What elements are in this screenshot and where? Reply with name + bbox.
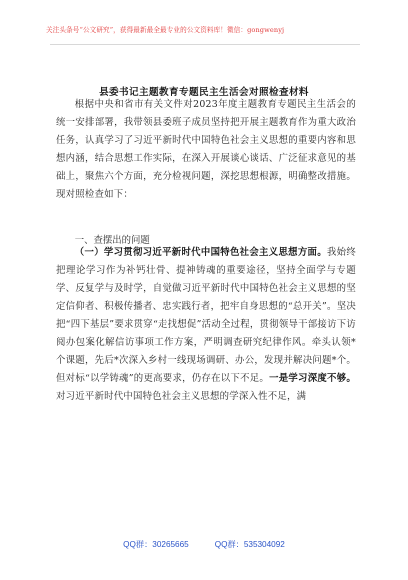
intro-paragraph: 根据中央和省市有关文件对2023年度主题教育专题民主生活会的统一安排部署，我带领县委班子成员坚持把开展主题教育作为重大政治任务，认真学习了习近平新时代中国特色社会主义思想的重要内容和思想内涵，结合思想工作实际，在深入开展谈心谈话、广泛征求意见的基础上，聚焦六个方面，充分检视问题，深挖思想根源，明确整改措施。现对照检查如下：: [56, 99, 356, 200]
document-title: 县委书记主题教育专题民主生活会对照检查材料: [99, 87, 309, 98]
header-wechat-id: 微信：gongwenyj: [226, 26, 285, 34]
main-paragraph-text: 我始终把理论学习作为补钙壮骨、提神铸魂的重要途径，坚持全面学与专题学、反复学与及时学，自觉做习近平新时代中国特色社会主义思想的坚定信仰者、积极传播者、忠实践行者，把牢自身思想的“总开关”。坚决把“四下基层”要求贯穿“走找想促”活动全过程，贯彻领导干部接访下访阅办包案化解信访事项工作方案，严明调查研究纪律作风。牵头认领*个课题，先后*次深入乡村一线现场调研、办公，发现并解决问题*个。但对标“以学铸魂”的更高要求，仍存在以下不足。: [56, 247, 356, 384]
sub-heading: （一）学习贯彻习近平新时代中国特色社会主义思想方面。: [74, 247, 327, 258]
main-paragraph-bold-point: 一是学习深度不够。: [269, 373, 356, 384]
header-promo-text: 关注头条号“公文研究”，获得最新最全最专业的公文资料库！: [46, 26, 227, 34]
footer-qq-group-1[interactable]: QQ群：30265665: [123, 540, 189, 549]
main-paragraph-continuation: 对习近平新时代中国特色社会主义思想的学深入性不足，满: [56, 391, 307, 402]
main-paragraph: [56, 244, 356, 406]
footer-qq-group-2[interactable]: QQ群：535304092: [214, 540, 285, 549]
footer-contacts: [0, 539, 408, 550]
header-promo-note: [46, 26, 366, 34]
section-heading: 一、查摆出的问题: [74, 235, 150, 246]
header-divider: [50, 44, 360, 45]
